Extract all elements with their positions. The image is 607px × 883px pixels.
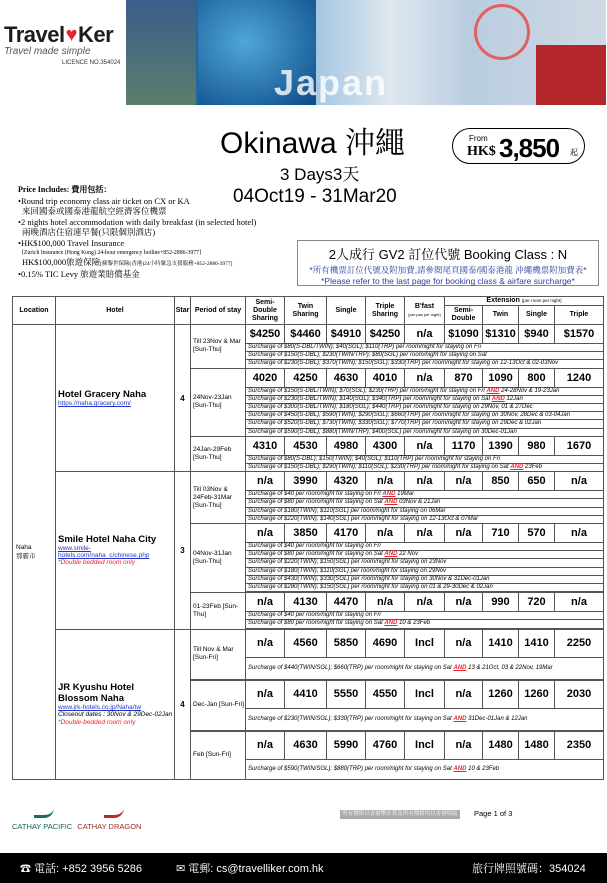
- period-cell: Till 03Nov & 24Feb-31Mar [Sun-Thu]: [191, 472, 246, 524]
- star-rating: 4: [175, 629, 191, 779]
- travel-licence: 旅行牌照號碼：354024: [472, 863, 586, 875]
- col-star: Star: [175, 297, 191, 325]
- price-suffix: 起: [570, 148, 578, 157]
- surcharge-note: Surcharge of $220(TWIN); $140(SGL) per room/night for staying on 12-13Oct & 07Mar: [246, 515, 604, 523]
- price-cell: n/a: [405, 368, 445, 387]
- heart-icon: ♥: [65, 23, 77, 46]
- price-badge: [452, 128, 585, 164]
- price-cell: n/a: [445, 731, 483, 759]
- table-row: [13, 472, 604, 491]
- booking-class-box: [297, 240, 599, 286]
- brand-logo: [4, 22, 128, 57]
- period-cell: 01-23Feb [Sun-Thu]: [191, 593, 246, 629]
- price-cell: $1090: [445, 325, 483, 344]
- booking-note-en: *Please refer to the last page for booking class & airfare surcharge*: [321, 276, 575, 286]
- price-cell: n/a: [445, 524, 483, 543]
- price-cell: n/a: [445, 472, 483, 491]
- price-cell: n/a: [246, 731, 285, 759]
- hotel-note: *Double bedded room only: [58, 559, 135, 567]
- price-cell: 720: [519, 593, 555, 612]
- page-number: Page 1 of 3: [474, 809, 513, 818]
- surcharge-note: Surcharge of $300(S-DBL/TWIN); $180(SGL); $440(TRP) per room/night for staying on 29Nov, 01 & 27Dec: [246, 404, 604, 412]
- surcharge-note: Surcharge of $180(TWIN); $110(SGL) per room/night for staying on 29Nov: [246, 567, 604, 575]
- surcharge-note: Surcharge of $230(S-DBL/TWIN); $140(SGL); $340(TRP) per room/night for staying on Sat AND 12Jan: [246, 395, 604, 403]
- price-cell: 4320: [327, 472, 366, 491]
- col-bfast: B'fast (per pax per night): [405, 297, 445, 325]
- surcharge-note: Surcharge of $80(S-DBL/TWIN); $40(SGL); $110(TRP) per room/night for staying on Fri: [246, 344, 604, 352]
- brand-name: Travel ♥ Ker: [4, 22, 114, 47]
- price-cell: 4980: [327, 436, 366, 455]
- includes-item: 兩晚酒店住宿連早餐(只限個別酒店): [22, 227, 156, 238]
- col-ext-twin: Twin: [483, 306, 519, 325]
- star-rating: 4: [175, 325, 191, 472]
- includes-item: •2 nights hotel accommodation with daily breakfast (in selected hotel): [18, 216, 257, 227]
- surcharge-note: Surcharge of $80(S-DBL); $150(TWIN); $40(SGL); $110(TRP) per room/night for staying on Fri: [246, 455, 604, 463]
- price-cell: n/a: [246, 629, 285, 657]
- price-cell: Incl: [405, 629, 445, 657]
- includes-item: •0.15% TIC Levy 旅遊業賠償基金: [18, 269, 140, 280]
- col-ext-single: Single: [519, 306, 555, 325]
- price-cell: n/a: [405, 524, 445, 543]
- hotel-name: JR Kyushu Hotel Blossom Naha: [58, 682, 135, 705]
- period-cell: 24Jan-29Feb [Sun-Thu]: [191, 436, 246, 471]
- price-cell: 1480: [483, 731, 519, 759]
- price-cell: $4250: [246, 325, 285, 344]
- price-cell: n/a: [405, 593, 445, 612]
- price-includes: [18, 185, 293, 280]
- contact-footer: [0, 853, 607, 883]
- price-cell: n/a: [555, 472, 604, 491]
- col-extension: Extension (per room per night): [445, 297, 604, 306]
- hotel-cell: [56, 472, 175, 629]
- period-cell: Dec-Jan [Sun-Fri]: [191, 680, 246, 730]
- price-cell: Incl: [405, 680, 445, 708]
- surcharge-note: Surcharge of $590(TWIN/SGL); $880(TRP) per room/night for staying on Sat AND 10 & 23Feb: [246, 759, 604, 779]
- surcharge-note: Surcharge of $280(TWIN); $150(SGL) per room/night for staying on 01 & 29-30Dec & 02Jan: [246, 584, 604, 592]
- col-triple: Triple Sharing: [366, 297, 405, 325]
- price-cell: $1310: [483, 325, 519, 344]
- col-period: Period of stay: [191, 297, 246, 325]
- price-from-label: From: [469, 134, 488, 143]
- surcharge-note: Surcharge of $150(S-DBL/TWIN); $70(SGL); $230(TRP) per room/night for staying on Fri AND 24-28Nov & 19-23Jan: [246, 387, 604, 395]
- price-cell: 1260: [519, 680, 555, 708]
- surcharge-note: Surcharge of $40 per room/night for staying on Fri: [246, 612, 604, 620]
- price-cell: $1570: [555, 325, 604, 344]
- price-cell: 1410: [483, 629, 519, 657]
- price-cell: $4460: [285, 325, 327, 344]
- banner-text: Japan: [274, 62, 389, 103]
- price-cell: n/a: [405, 325, 445, 344]
- price-cell: 4310: [246, 436, 285, 455]
- price-cell: 4630: [327, 368, 366, 387]
- price-cell: n/a: [405, 436, 445, 455]
- price-cell: 980: [519, 436, 555, 455]
- price-cell: 5850: [327, 629, 366, 657]
- includes-heading: Price Includes: 費用包括：: [18, 185, 112, 194]
- price-cell: 1410: [519, 629, 555, 657]
- price-cell: 4300: [366, 436, 405, 455]
- brand-tagline: Travel made simple: [4, 46, 91, 57]
- col-hotel: Hotel: [56, 297, 175, 325]
- surcharge-note: Surcharge of $80 per room/night for staying on Sat AND 10 & 23Feb: [246, 620, 604, 628]
- hotel-note: *Double-bedded room only: [58, 718, 136, 726]
- price-cell: n/a: [366, 472, 405, 491]
- coast-photo: [126, 0, 196, 105]
- castle-photo: [536, 45, 606, 105]
- price-cell: 1480: [519, 731, 555, 759]
- price-cell: 4550: [366, 680, 405, 708]
- star-rating: 3: [175, 472, 191, 629]
- table-row: [13, 325, 604, 344]
- price-cell: 4630: [285, 731, 327, 759]
- hotel-link[interactable]: www.smile-hotels.com/naha_c/chinese.php: [58, 545, 150, 560]
- surcharge-note: Surcharge of $80 per room/night for staying on Sat AND 03Nov & 21Jan: [246, 499, 604, 507]
- surcharge-note: Surcharge of $40 per room/night for staying on Fri: [246, 543, 604, 551]
- closeout-dates: Closeout dates : 30Nov & 29Dec-02Jan: [58, 711, 173, 719]
- price-cell: 870: [445, 368, 483, 387]
- price-cell: 4170: [327, 524, 366, 543]
- surcharge-note: Surcharge of $80 per room/night for staying on Sat AND 22 Nov: [246, 551, 604, 559]
- okinawa-banner-image: [126, 0, 606, 105]
- price-cell: $4250: [366, 325, 405, 344]
- phone-icon: ☎: [20, 863, 31, 875]
- price-cell: 4020: [246, 368, 285, 387]
- licence-number: LICENCE NO.354024: [62, 60, 121, 66]
- price-cell: 3990: [285, 472, 327, 491]
- price-cell: 1170: [445, 436, 483, 455]
- includes-item: HK$100,000旅遊保險: [22, 256, 101, 267]
- price-cell: n/a: [445, 593, 483, 612]
- price-cell: n/a: [366, 593, 405, 612]
- col-twin: Twin Sharing: [285, 297, 327, 325]
- price-cell: 4470: [327, 593, 366, 612]
- price-cell: 4760: [366, 731, 405, 759]
- includes-item: [Zurich Insurance (Hong Kong) 24-hour emergency hotline+852-2886-3977]: [22, 249, 201, 256]
- price-cell: 5990: [327, 731, 366, 759]
- hotel-link[interactable]: https://naha.gracery.com/: [58, 400, 131, 408]
- hotel-name: Hotel Gracery Naha: [58, 389, 147, 401]
- disclaimer-strip: 所有價格以香港幣計算及所有價格均以香港特區為準: [340, 810, 460, 819]
- price-cell: 4410: [285, 680, 327, 708]
- table-row: [13, 629, 604, 657]
- price-cell: 710: [483, 524, 519, 543]
- travel-dates: 04Oct19 - 31Mar20: [233, 186, 397, 207]
- price-cell: 4010: [366, 368, 405, 387]
- price-cell: n/a: [445, 629, 483, 657]
- col-ext-semi: Semi-Double: [445, 306, 483, 325]
- surcharge-note: Surcharge of $230(TWIN/SGL); $330(TRP) per room/night for staying on Sat AND 31Dec-01Jan & 12Jan: [246, 708, 604, 730]
- price-cell: 4130: [285, 593, 327, 612]
- hotel-cell: [56, 325, 175, 472]
- surcharge-note: Surcharge of $520(S-DBL); $730(TWIN); $330(SGL); $770(TRP) per room/night for staying on 29Dec & 02Jan: [246, 420, 604, 428]
- price-cell: 2250: [555, 629, 604, 657]
- surcharge-note: Surcharge of $150(S-DBL); $230(TWIN/TRP); $80(SGL) per room/night for staying on Sat: [246, 352, 604, 360]
- period-cell: 04Nov-31Jan [Sun-Thu]: [191, 524, 246, 593]
- surcharge-note: Surcharge of $430(TWIN); $330(SGL) per room/night for staying on 30Nov & 31Dec-01Jan: [246, 575, 604, 583]
- phone[interactable]: ☎ 電話: +852 3956 5286: [20, 863, 143, 875]
- airline-cathay-pacific: CATHAY PACIFIC: [12, 822, 73, 831]
- price-cell: 1090: [483, 368, 519, 387]
- airline-cathay-dragon: CATHAY DRAGON: [77, 822, 142, 831]
- ferris-wheel-photo: [474, 4, 530, 60]
- surcharge-note: Surcharge of $40 per room/night for staying on Fri AND 19Mar: [246, 491, 604, 499]
- price-cell: $4910: [327, 325, 366, 344]
- hotel-name: Smile Hotel Naha City: [58, 534, 157, 546]
- price-cell: n/a: [246, 680, 285, 708]
- price-cell: n/a: [445, 680, 483, 708]
- surcharge-note: Surcharge of $590(S-DBL); $880(TWIN/TRP); $400(SGL) per room/night for staying on 30Dec-01Jan: [246, 428, 604, 436]
- trip-days: 3 Days3天: [280, 165, 360, 184]
- price-cell: 1670: [555, 436, 604, 455]
- price-cell: n/a: [246, 593, 285, 612]
- price-cell: 4560: [285, 629, 327, 657]
- price-cell: 850: [483, 472, 519, 491]
- period-cell: Till 23Nov & Mar [Sun-Thu]: [191, 325, 246, 369]
- price-cell: n/a: [555, 593, 604, 612]
- price-cell: 1390: [483, 436, 519, 455]
- period-cell: Feb [Sun-Fri]: [191, 731, 246, 779]
- period-cell: 24Nov-23Jan [Sun-Thu]: [191, 368, 246, 436]
- col-ext-triple: Triple: [555, 306, 604, 325]
- surcharge-note: Surcharge of $230(S-DBL); $370(TWIN); $150(SGL); $330(TRP) per room/night for staying on 12-13Oct & 02-03Nov: [246, 360, 604, 368]
- price-cell: 4250: [285, 368, 327, 387]
- location-cell: Naha 那霸市: [13, 325, 56, 780]
- surcharge-note: Surcharge of $220(TWIN); $150(SGL) per room/night for staying on 23Nov: [246, 559, 604, 567]
- surcharge-note: Surcharge of $150(S-DBL); $290(TWIN); $110(SGL); $230(TRP) per room/night for staying on Sat AND 23Feb: [246, 464, 604, 472]
- includes-item: 來回國泰或國泰港龍航空經濟客位機票: [22, 206, 167, 217]
- price-cell: Incl: [405, 731, 445, 759]
- hotel-link[interactable]: www.jrk-hotels.co.jp/Naha/tw: [58, 704, 142, 712]
- price-cell: n/a: [555, 524, 604, 543]
- cathay-pacific-logo-icon: [34, 808, 54, 818]
- booking-note-cn: *所有機票訂位代號及附加費,請參閱尾頁國泰/國泰港龍 沖繩機票附加費表*: [309, 265, 587, 275]
- includes-item: •HK$100,000 Travel Insurance: [18, 237, 125, 248]
- price-cell: 650: [519, 472, 555, 491]
- cathay-dragon-logo-icon: [104, 808, 124, 818]
- price-cell: 570: [519, 524, 555, 543]
- price-value: 3,850: [499, 133, 560, 163]
- hotel-cell: [56, 629, 175, 779]
- airline-logos: [12, 822, 141, 831]
- price-cell: n/a: [246, 472, 285, 491]
- page-title: Okinawa 沖繩: [220, 127, 406, 160]
- price-cell: n/a: [405, 472, 445, 491]
- price-cell: 4530: [285, 436, 327, 455]
- surcharge-note: Surcharge of $440(TWIN/SGL); $660(TRP) per room/night for staying on Sat AND 13 & 21Oct, 03 & 22Nov, 19Mar: [246, 657, 604, 679]
- price-cell: 2350: [555, 731, 604, 759]
- col-location: Location: [13, 297, 56, 325]
- price-cell: n/a: [366, 524, 405, 543]
- price-cell: 2030: [555, 680, 604, 708]
- price-cell: 800: [519, 368, 555, 387]
- price-cell: 3850: [285, 524, 327, 543]
- includes-item: [蘇黎世保險(香港)24小時緊急支援服務+852-2886-3977]: [100, 260, 233, 267]
- includes-item: •Round trip economy class air ticket on CX or KA: [18, 195, 190, 206]
- surcharge-note: Surcharge of $180(TWIN); $110(SGL) per room/night for staying on 06Mar: [246, 507, 604, 515]
- surcharge-note: Surcharge of $450(S-DBL); $590(TWIN); $290(SGL); $660(TRP) per room/night for staying on 30Nov, 28Dec & 03-04Jan: [246, 412, 604, 420]
- price-table: [12, 296, 604, 780]
- booking-class: 2人成行 GV2 訂位代號 Booking Class : N: [328, 247, 568, 262]
- price-cell: 990: [483, 593, 519, 612]
- price-cell: 1240: [555, 368, 604, 387]
- col-single: Single: [327, 297, 366, 325]
- period-cell: Till Nov & Mar [Sun-Fri]: [191, 629, 246, 679]
- email-icon: ✉: [176, 863, 186, 875]
- price-cell: 5550: [327, 680, 366, 708]
- price-cell: 4690: [366, 629, 405, 657]
- price-cell: n/a: [246, 524, 285, 543]
- price-cell: $940: [519, 325, 555, 344]
- price-cell: 1260: [483, 680, 519, 708]
- email[interactable]: ✉ 電郵: cs@travelliker.com.hk: [176, 863, 324, 875]
- price-currency: HK$: [467, 144, 496, 159]
- col-semi: Semi-Double Sharing: [246, 297, 285, 325]
